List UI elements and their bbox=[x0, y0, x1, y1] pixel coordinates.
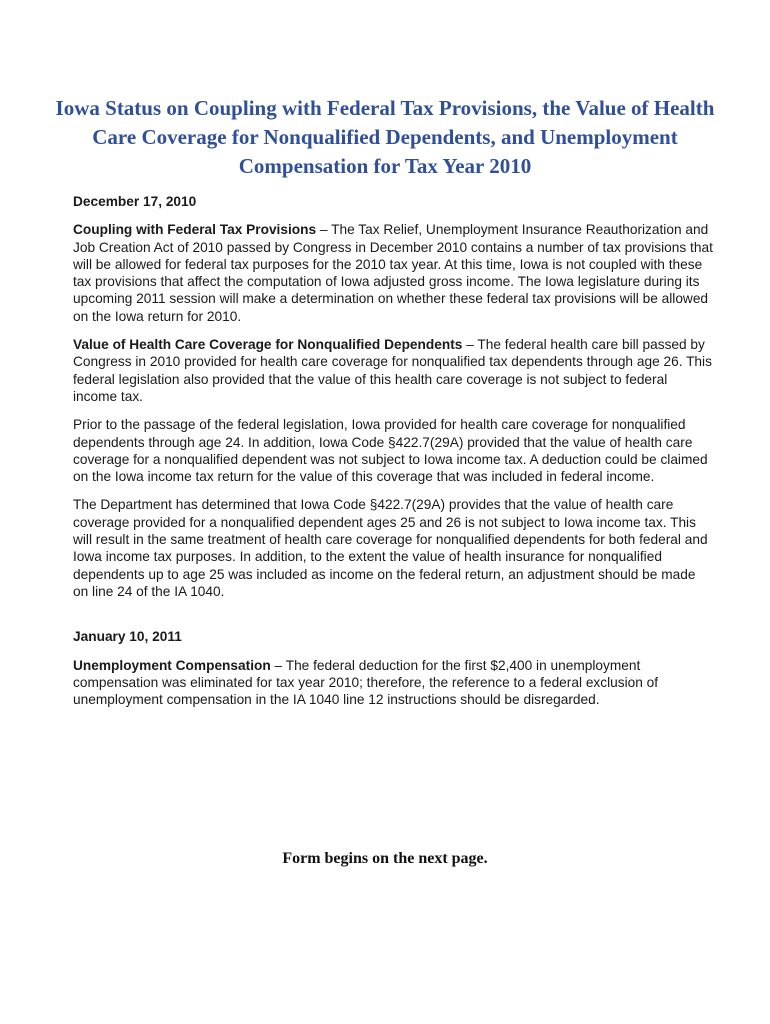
paragraph-coupling bbox=[73, 221, 713, 325]
text-unemployment: – The federal deduction for the first $2,400 in unemployment compensation was eliminated for tax year 2010; therefore, the reference to a federal exclusion of unemployment compensation in the IA 1040 line 12 instructions should be disregarded. bbox=[73, 657, 659, 708]
form-next-page-note: Form begins on the next page. bbox=[282, 850, 488, 867]
text-health-care: – The federal health care bill passed by Congress in 2010 provided for health care coverage for nonqualified tax dependents through age 26. This federal legislation also provided that the value of this health care coverage is not subject to federal income tax. bbox=[73, 337, 712, 404]
heading-health-care: Value of Health Care Coverage for Nonqualified Dependents bbox=[73, 337, 463, 353]
heading-unemployment: Unemployment Compensation bbox=[73, 657, 271, 673]
paragraph-health-care bbox=[73, 336, 713, 405]
heading-coupling: Coupling with Federal Tax Provisions bbox=[73, 222, 317, 238]
paragraph-department-determination: The Department has determined that Iowa Code §422.7(29A) provides that the value of health care coverage provided for a nonqualified dependent ages 25 and 26 is not subject to Iowa income tax. This will result in the same treatment of health care coverage for nonqualified dependents for both federal and Iowa income tax purposes. In addition, to the extent the value of health insurance for nonqualified dependents up to age 25 was included as income on the federal return, an adjustment should be made on line 24 of the IA 1040. bbox=[73, 497, 708, 599]
document-title: Iowa Status on Coupling with Federal Tax Provisions, the Value of Health Care Coverage for Nonqualified Dependents, and Unemployment Compensation for Tax Year 2010 bbox=[55, 96, 715, 178]
text-coupling: – The Tax Relief, Unemployment Insurance Reauthorization and Job Creation Act of 2010 passed by Congress in December 2010 contains a number of tax provisions that will be allowed for federal tax purposes for the 2010 tax year. At this time, Iowa is not coupled with these tax provisions that affect the computation of Iowa adjusted gross income. The Iowa legislature during its upcoming 2011 session will make a determination on whether these federal tax provisions will be allowed on the Iowa return for 2010. bbox=[73, 222, 713, 324]
document-body bbox=[73, 193, 713, 719]
date-december-17-2010: December 17, 2010 bbox=[73, 194, 197, 209]
paragraph-unemployment bbox=[73, 657, 713, 709]
paragraph-prior-legislation: Prior to the passage of the federal legislation, Iowa provided for health care coverage for nonqualified dependents through age 24. In addition, Iowa Code §422.7(29A) provided that the value of health care coverage for a nonqualified dependent was not subject to Iowa income tax. A deduction could be claimed on the Iowa income tax return for the value of this coverage that was included in federal income. bbox=[73, 417, 708, 485]
date-january-10-2011: January 10, 2011 bbox=[73, 629, 182, 645]
